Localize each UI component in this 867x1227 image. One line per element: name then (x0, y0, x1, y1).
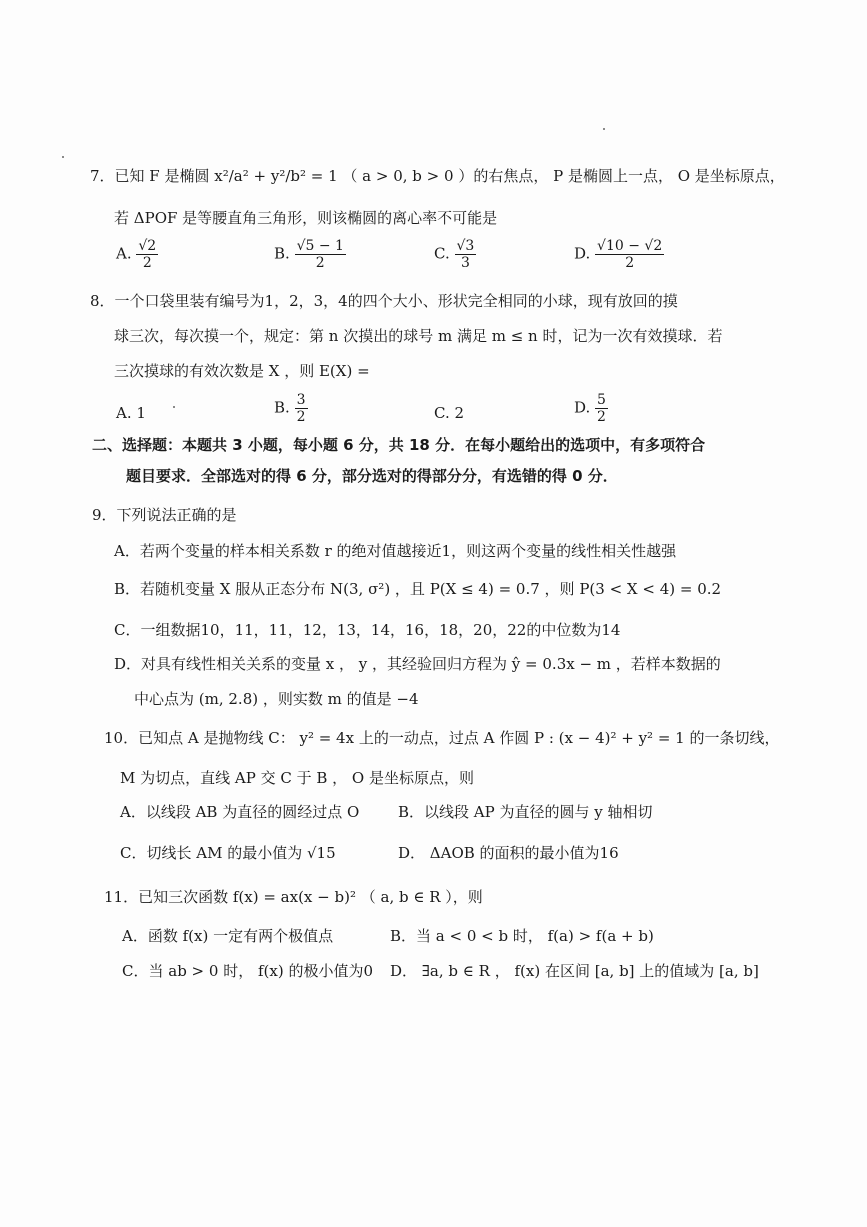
q11-stem: 11．已知三次函数 f(x) = ax(x − b)² （ a, b ∈ R ），则 (104, 888, 483, 906)
q7-option-d (574, 238, 664, 271)
q10-stem-line1: 10．已知点 A 是抛物线 C： y² = 4x 上的一动点，过点 A 作圆 P : (x − 4)² + y² = 1 的一条切线， (104, 729, 780, 747)
q9-option-a: A．若两个变量的样本相关系数 r 的绝对值越接近1，则这两个变量的线性相关性越强 (114, 542, 677, 560)
fraction: $\frac{√3}{3}$ (456, 238, 475, 271)
option-label: D. (574, 398, 591, 417)
q10-stem-line2: M 为切点，直线 AP 交 C 于 B ， O 是坐标原点，则 (120, 769, 474, 787)
q9-option-c: C．一组数据10，11，11，12，13，14，16，18，20，22的中位数为14 (114, 621, 621, 639)
option-label: B. (274, 398, 290, 417)
fraction: $\frac{√10 - √2}{2}$ (597, 238, 663, 271)
q7-option-b (274, 238, 346, 271)
q8-option-a: A. 1 (116, 404, 146, 422)
fraction: $\frac{3}{2}$ (296, 392, 306, 425)
q9-option-d-line2: 中心点为 (m, 2.8) ，则实数 m 的值是 −4 (134, 690, 419, 708)
q8-stem-line1: 8．一个口袋里装有编号为1，2，3，4的四个大小、形状完全相同的小球，现有放回的摸 (90, 292, 678, 310)
q7-stem-line2: 若 ΔPOF 是等腰直角三角形，则该椭圆的离心率不可能是 (114, 209, 498, 227)
q8-option-c: C. 2 (434, 404, 465, 422)
q10-option-c: C．切线长 AM 的最小值为 √15 (120, 844, 336, 862)
q11-option-c: C．当 ab > 0 时， f(x) 的极小值为0 (122, 962, 374, 980)
q11-option-b: B．当 a < 0 < b 时， f(a) > f(a + b) (390, 927, 654, 945)
q10-option-a: A．以线段 AB 为直径的圆经过点 O (120, 803, 360, 821)
option-label: A. (116, 244, 132, 263)
scan-speck (603, 128, 605, 130)
q9-option-d-line1: D．对具有线性相关关系的变量 x ， y ，其经验回归方程为 ŷ = 0.3x − m ，若样本数据的 (114, 655, 721, 673)
q10-option-d: D． ΔAOB 的面积的最小值为16 (398, 844, 619, 862)
fraction: $\frac{5}{2}$ (597, 392, 606, 425)
option-label: B. (274, 244, 290, 263)
fraction: $\frac{√2}{2}$ (138, 238, 157, 271)
q11-option-a: A．函数 f(x) 一定有两个极值点 (122, 927, 334, 945)
q10-option-b: B．以线段 AP 为直径的圆与 y 轴相切 (398, 803, 653, 821)
q8-stem-line2: 球三次，每次摸一个，规定：第 n 次摸出的球号 m 满足 m ≤ n 时，记为一次有效摸球．若 (114, 327, 723, 345)
q7-stem-line1: 7．已知 F 是椭圆 x²/a² + y²/b² = 1 （ a > 0, b > 0 ）的右焦点， P 是椭圆上一点， O 是坐标原点， (90, 167, 785, 185)
section-2-heading-line2: 题目要求．全部选对的得 6 分，部分选对的得部分分，有选错的得 0 分． (126, 467, 618, 485)
q7-option-c (434, 238, 476, 271)
q11-option-d: D． ∃a, b ∈ R ， f(x) 在区间 [a, b] 上的值域为 [a, b] (390, 962, 759, 980)
q8-stem-line3: 三次摸球的有效次数是 X ，则 E(X) = (114, 362, 370, 380)
q7-option-a (116, 238, 158, 271)
option-label: C. (434, 244, 450, 263)
option-label: D. (574, 244, 591, 263)
fraction: $\frac{√5 - 1}{2}$ (296, 238, 344, 271)
q9-stem: 9．下列说法正确的是 (92, 506, 237, 524)
q8-option-b (274, 392, 308, 425)
q9-option-b: B．若随机变量 X 服从正态分布 N(3, σ²) ，且 P(X ≤ 4) = 0.7 ，则 P(3 < X < 4) = 0.2 (114, 580, 722, 598)
q8-option-d (574, 392, 608, 425)
scan-speck (62, 156, 64, 158)
scan-speck (173, 406, 175, 408)
section-2-heading-line1: 二、选择题：本题共 3 小题，每小题 6 分，共 18 分．在每小题给出的选项中，有多项符合 (92, 436, 706, 454)
